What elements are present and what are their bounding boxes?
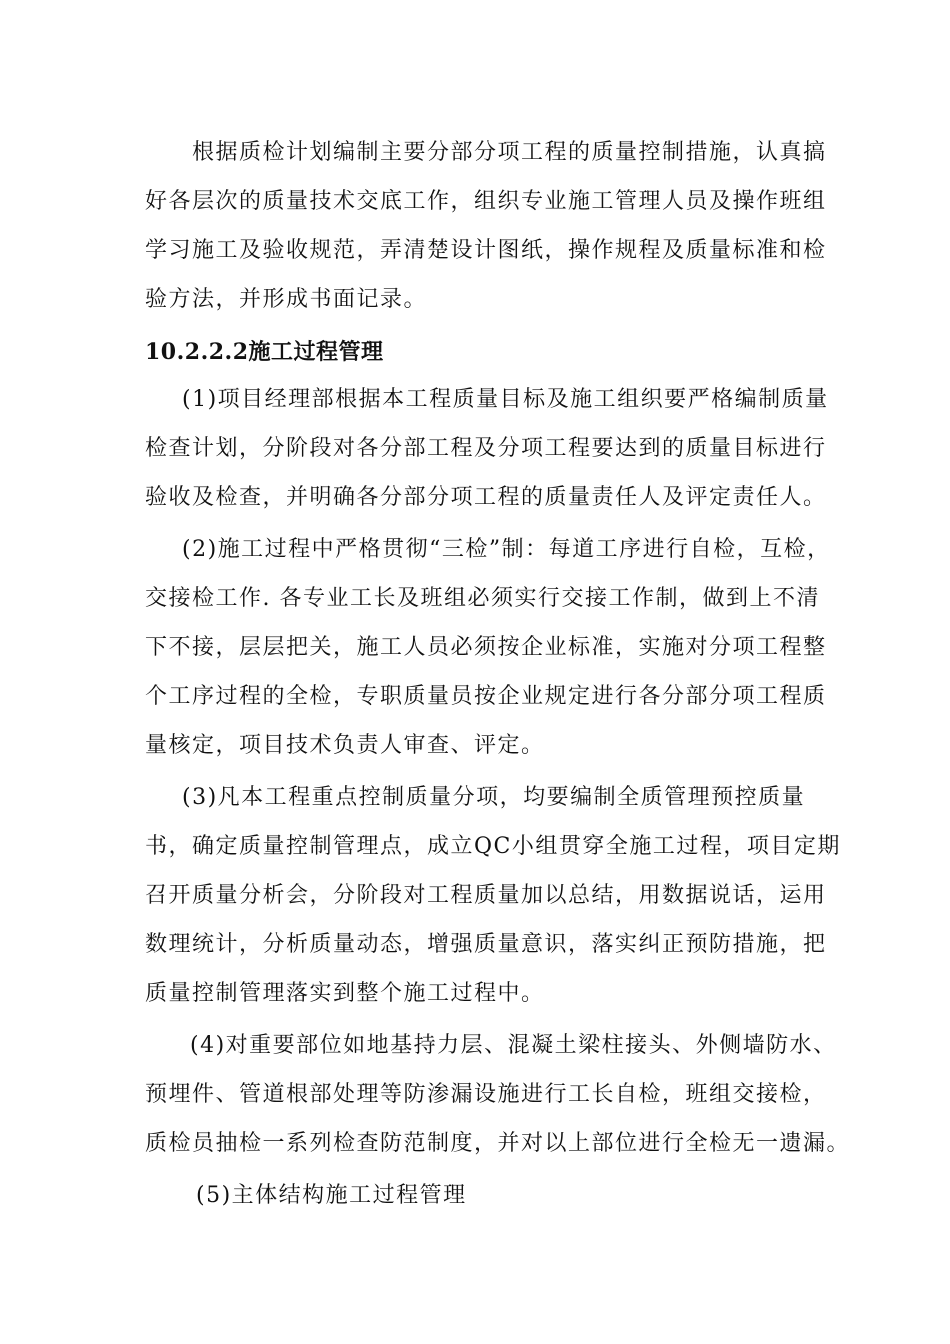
item-2-line-3: 下不接，层层把关，施工人员必须按企业标准，实施对分项工程整 [145, 635, 827, 660]
item-1-line-1: (1)项目经理部根据本工程质量目标及施工组织要严格编制质量 [182, 387, 829, 412]
section-heading: 10.2.2.2施工过程管理 [145, 339, 384, 365]
intro-line-1: 根据质检计划编制主要分部分项工程的质量控制措施，认真搞 [192, 140, 827, 165]
item-1-line-2: 检查计划，分阶段对各分部工程及分项工程要达到的质量目标进行 [145, 436, 827, 461]
item-5-line-1: (5)主体结构施工过程管理 [196, 1183, 467, 1208]
intro-line-4: 验方法，并形成书面记录。 [145, 287, 428, 312]
item-1-line-3: 验收及检查，并明确各分部分项工程的质量责任人及评定责任人。 [145, 485, 827, 510]
item-4-line-1: (4)对重要部位如地基持力层、混凝土梁柱接头、外侧墙防水、 [190, 1033, 837, 1058]
item-3-line-4: 数理统计，分析质量动态，增强质量意识，落实纠正预防措施，把 [145, 932, 827, 957]
item-3-line-5: 质量控制管理落实到整个施工过程中。 [145, 981, 545, 1006]
item-4-line-2: 预埋件、管道根部处理等防渗漏设施进行工长自检，班组交接检， [145, 1082, 827, 1107]
item-2-line-5: 量核定，项目技术负责人审查、评定。 [145, 733, 545, 758]
item-2-line-1: (2)施工过程中严格贯彻“三检”制：每道工序进行自检，互检， [182, 537, 831, 562]
item-3-line-1: (3)凡本工程重点控制质量分项，均要编制全质管理预控质量 [182, 785, 806, 810]
item-3-line-2: 书，确定质量控制管理点，成立QC小组贯穿全施工过程，项目定期 [145, 834, 841, 859]
intro-line-2: 好各层次的质量技术交底工作，组织专业施工管理人员及操作班组 [145, 189, 827, 214]
intro-line-3: 学习施工及验收规范，弄清楚设计图纸，操作规程及质量标准和检 [145, 238, 827, 263]
item-4-line-3: 质检员抽检一系列检查防范制度，并对以上部位进行全检无一遗漏。 [145, 1131, 851, 1156]
item-2-line-2: 交接检工作. 各专业工长及班组必须实行交接工作制，做到上不清 [145, 586, 820, 611]
item-2-line-4: 个工序过程的全检，专职质量员按企业规定进行各分部分项工程质 [145, 684, 827, 709]
item-3-line-3: 召开质量分析会，分阶段对工程质量加以总结，用数据说话，运用 [145, 883, 827, 908]
